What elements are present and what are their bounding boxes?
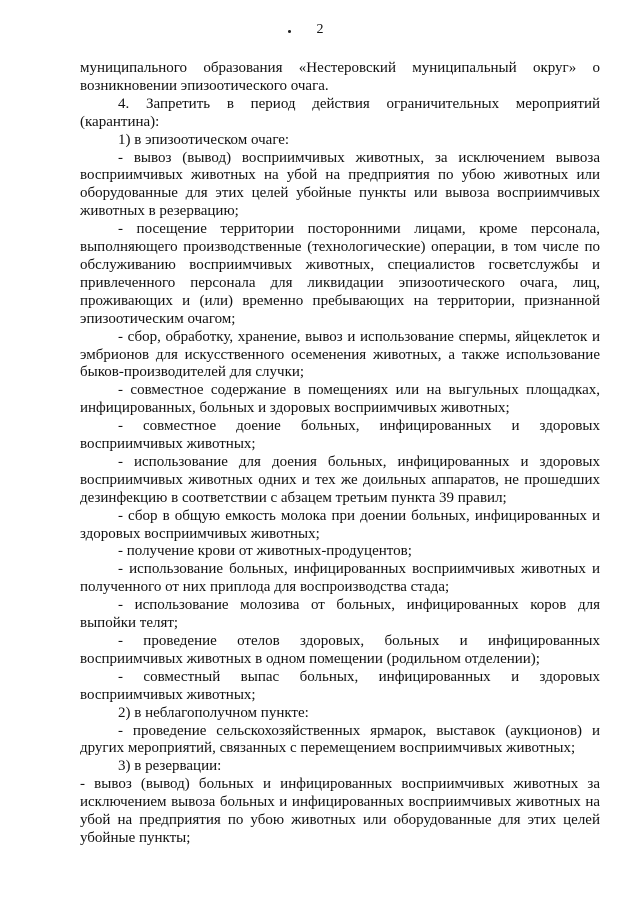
paragraph-intro: муниципального образования «Нестеровский муниципальный округ» о возникновении эпизоотического очага. — [80, 60, 600, 94]
paragraph-subitem-2: 2) в неблагополучном пункте: — [118, 704, 309, 721]
paragraph-bullet: - совместный выпас больных, инфицированных и здоровых восприимчивых животных; — [80, 668, 600, 703]
paragraph-bullet: - проведение отелов здоровых, больных и инфицированных восприимчивых животных в одном помещении (родильном отделении); — [80, 633, 600, 667]
paragraph-bullet: - посещение территории посторонними лицами, кроме персонала, выполняющего производственные (технологические) операции, в том числе по обслуживанию восприимчивых животных, специалистов госветслужбы и привлеченного персонала для ликвидации эпизоотического очага, лиц, проживающих и (или) временно пребывающих на территории, признанной эпизоотическим очагом; — [80, 221, 600, 327]
paragraph-bullet: - вывоз (вывод) больных и инфицированных восприимчивых животных за исключением вывоза больных и инфицированных восприимчивых животных на убой на предприятия по убою животных или оборудованные для этих целей убойные пункты; — [80, 776, 600, 846]
paragraph-item-4: 4. Запретить в период действия ограничительных мероприятий (карантина): — [80, 95, 600, 130]
paragraph-bullet: - совместное содержание в помещениях или на выгульных площадках, инфицированных, больных и здоровых восприимчивых животных; — [80, 382, 600, 417]
paragraph-subitem-3: 3) в резервации: — [118, 758, 222, 775]
scan-speck — [288, 30, 291, 33]
paragraph-bullet: - использование для доения больных, инфицированных и здоровых восприимчивых животных одних и тех же доильных аппаратов, не прошедших дезинфекцию в соответствии с абзацем третьим пункта 39 правил; — [80, 453, 600, 506]
paragraph-subitem-1: 1) в эпизоотическом очаге: — [118, 131, 290, 148]
paragraph-bullet: - использование больных, инфицированных восприимчивых животных и полученного от них приплода для воспроизводства стада; — [80, 561, 600, 596]
paragraph-bullet: - использование молозива от больных, инфицированных коров для выпойки телят; — [80, 597, 600, 632]
paragraph-bullet: - вывоз (вывод) восприимчивых животных, за исключением вывоза восприимчивых животных на убой на предприятия по убою животных или оборудованные для этих целей убойные пункты или вывоза восприимчивых животных в резервацию; — [80, 149, 600, 220]
paragraph-bullet: - сбор в общую емкость молока при доении больных, инфицированных и здоровых восприимчивых животных; — [80, 507, 600, 542]
page-number: 2 — [316, 22, 324, 37]
paragraph-bullet: - совместное доение больных, инфицированных и здоровых восприимчивых животных; — [80, 418, 600, 453]
paragraph-bullet: - проведение сельскохозяйственных ярмарок, выставок (аукционов) и других мероприятий, связанных с перемещением восприимчивых животных; — [80, 722, 600, 757]
paragraph-bullet: - получение крови от животных-продуцентов; — [118, 543, 412, 560]
document-body — [80, 60, 600, 848]
paragraph-bullet: - сбор, обработку, хранение, вывоз и использование спермы, яйцеклеток и эмбрионов для искусственного осеменения животных, а также использование быков-производителей для случки; — [80, 328, 600, 381]
